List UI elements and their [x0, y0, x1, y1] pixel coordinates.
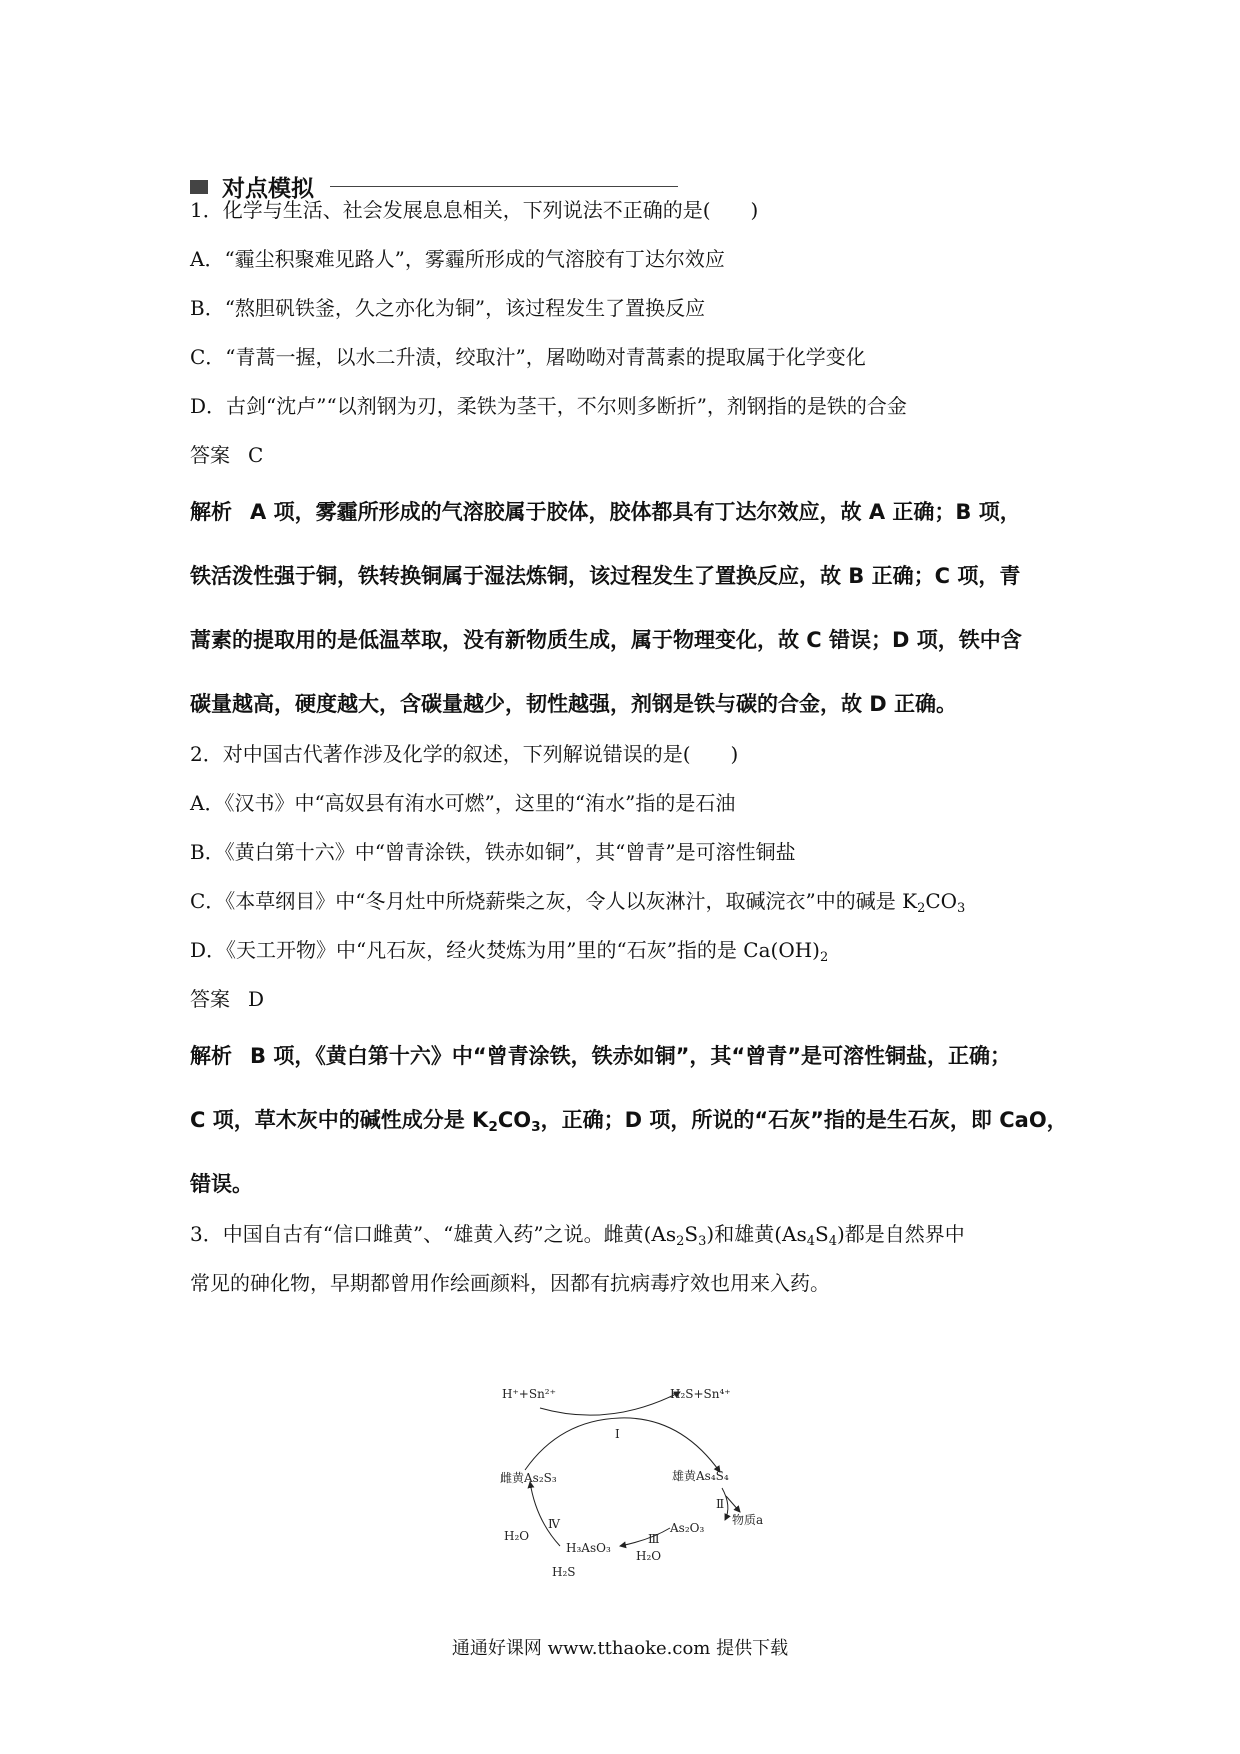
q2-analysis-line-2 — [190, 1108, 1068, 1136]
label-h2o-left: H₂O — [504, 1529, 530, 1543]
q1-analysis-label: 解析 — [190, 500, 232, 524]
q1-analysis-line-2: 铁活泼性强于铜，铁转换铜属于湿法炼铜，该过程发生了置换反应，故 B 正确；C 项，青 — [190, 564, 1021, 588]
q3-text: )都是自然界中 — [836, 1222, 965, 1246]
q3-text: )和雄黄(As — [706, 1222, 807, 1246]
q1-answer-value: C — [248, 443, 264, 467]
label-h2s: H₂S — [552, 1565, 576, 1579]
q1-analysis-text-1: A 项，雾霾所形成的气溶胶属于胶体，胶体都具有丁达尔效应，故 A 正确；B 项， — [250, 500, 1021, 524]
q1-answer — [190, 445, 263, 465]
arrow-reaction-4 — [530, 1482, 560, 1546]
label-reaction-4: Ⅳ — [548, 1517, 560, 1531]
q2-option-c-text: C．《本草纲目》中“冬月灶中所烧薪柴之灰，令人以灰淋汁，取碱浣衣”中的碱是 K — [190, 889, 918, 913]
q2-analysis-text-1: B 项，《黄白第十六》中“曾青涂铁，铁赤如铜”，其“曾青”是可溶性铜盐，正确； — [250, 1044, 1012, 1068]
page-footer: 通通好课网 www.tthaoke.com 提供下载 — [451, 1638, 789, 1659]
arrow-reaction-3 — [620, 1528, 670, 1546]
q2-analysis-text-2b: ，正确；D 项，所说的“石灰”指的是生石灰，即 CaO， — [540, 1108, 1068, 1132]
formula-part: CO — [925, 889, 958, 913]
q2-analysis-label: 解析 — [190, 1044, 232, 1068]
q3-text: 3．中国自古有“信口雌黄”、“雄黄入药”之说。雌黄(As — [190, 1222, 677, 1246]
q3-stem-line-2: 常见的砷化物，早期都曾用作绘画颜料，因都有抗病毒疗效也用来入药。 — [190, 1271, 830, 1295]
subscript: 3 — [698, 1233, 707, 1249]
q1-answer-label: 答案 — [190, 443, 230, 467]
q2-option-a: A．《汉书》中“高奴县有洧水可燃”，这里的“洧水”指的是石油 — [190, 791, 736, 815]
subscript: 3 — [957, 900, 966, 916]
subscript: 2 — [819, 949, 829, 965]
label-reaction-1: Ⅰ — [615, 1427, 620, 1441]
q2-analysis-line-1 — [190, 1046, 1011, 1067]
q2-answer-label: 答案 — [190, 987, 230, 1011]
reaction-cycle-diagram — [500, 1380, 764, 1580]
subscript: 2 — [676, 1233, 685, 1249]
q2-option-b: B．《黄白第十六》中“曾青涂铁，铁赤如铜”，其“曾青”是可溶性铜盐 — [190, 840, 796, 864]
q1-analysis-line-1 — [190, 502, 1021, 523]
section-rule — [330, 186, 678, 187]
formula-part: CO — [497, 1108, 532, 1132]
section-square-icon — [190, 180, 208, 194]
subscript: 4 — [828, 1233, 837, 1249]
subscript: 3 — [531, 1119, 541, 1136]
arrow-to-h2s-sn — [540, 1392, 680, 1415]
q2-option-d — [190, 938, 829, 965]
label-h3aso3: H₃AsO₃ — [566, 1541, 611, 1555]
q1-analysis-line-3: 蒿素的提取用的是低温萃取，没有新物质生成，属于物理变化，故 C 错误；D 项，铁中含 — [190, 628, 1022, 652]
label-realgar: 雄黄As₄S₄ — [672, 1469, 729, 1483]
q2-answer — [190, 989, 264, 1009]
section-title: 对点模拟 — [222, 176, 314, 202]
label-h2s-sn4: H₂S+Sn⁴⁺ — [670, 1387, 731, 1401]
q1-option-a: A．“霾尘积聚难见路人”，雾霾所形成的气溶胶有丁达尔效应 — [190, 247, 725, 271]
q1-analysis-line-4: 碳量越高，硬度越大，含碳量越少，韧性越强，剂钢是铁与碳的合金，故 D 正确。 — [190, 692, 958, 716]
subscript: 4 — [806, 1233, 815, 1249]
formula-part: S — [815, 1222, 829, 1246]
q1-option-d: D．古剑“沈卢”“以剂钢为刃，柔铁为茎干，不尔则多断折”，剂钢指的是铁的合金 — [190, 394, 907, 418]
q2-option-c — [190, 889, 966, 916]
subscript: 2 — [917, 900, 926, 916]
q2-analysis-line-3: 错误。 — [190, 1172, 253, 1196]
formula-part: S — [684, 1222, 699, 1246]
arrow-reaction-1 — [525, 1418, 720, 1472]
q2-stem: 2．对中国古代著作涉及化学的叙述，下列解说错误的是( ) — [190, 742, 739, 766]
q2-option-d-text: D．《天工开物》中“凡石灰，经火焚炼为用”里的“石灰”指的是 Ca(OH) — [190, 938, 820, 962]
q3-stem-line-1 — [190, 1222, 965, 1249]
label-reaction-3: Ⅲ — [648, 1532, 660, 1546]
subscript: 2 — [488, 1119, 498, 1136]
q1-stem: 1．化学与生活、社会发展息息相关，下列说法不正确的是( ) — [190, 198, 759, 222]
label-matter-a: 物质a — [732, 1513, 764, 1527]
q1-option-b: B．“熬胆矾铁釜，久之亦化为铜”，该过程发生了置换反应 — [190, 296, 706, 320]
q1-option-c: C．“青蒿一握，以水二升渍，绞取汁”，屠呦呦对青蒿素的提取属于化学变化 — [190, 345, 866, 369]
label-reaction-2: Ⅱ — [716, 1497, 725, 1511]
q2-analysis-text-2: C 项，草木灰中的碱性成分是 K — [190, 1108, 489, 1132]
label-orpiment: 雌黄As₂S₃ — [500, 1471, 557, 1485]
label-h2o-bottom: H₂O — [636, 1549, 662, 1563]
label-h-sn2: H⁺+Sn²⁺ — [502, 1387, 556, 1401]
label-as2o3: As₂O₃ — [670, 1521, 705, 1535]
q2-answer-value: D — [248, 987, 265, 1011]
